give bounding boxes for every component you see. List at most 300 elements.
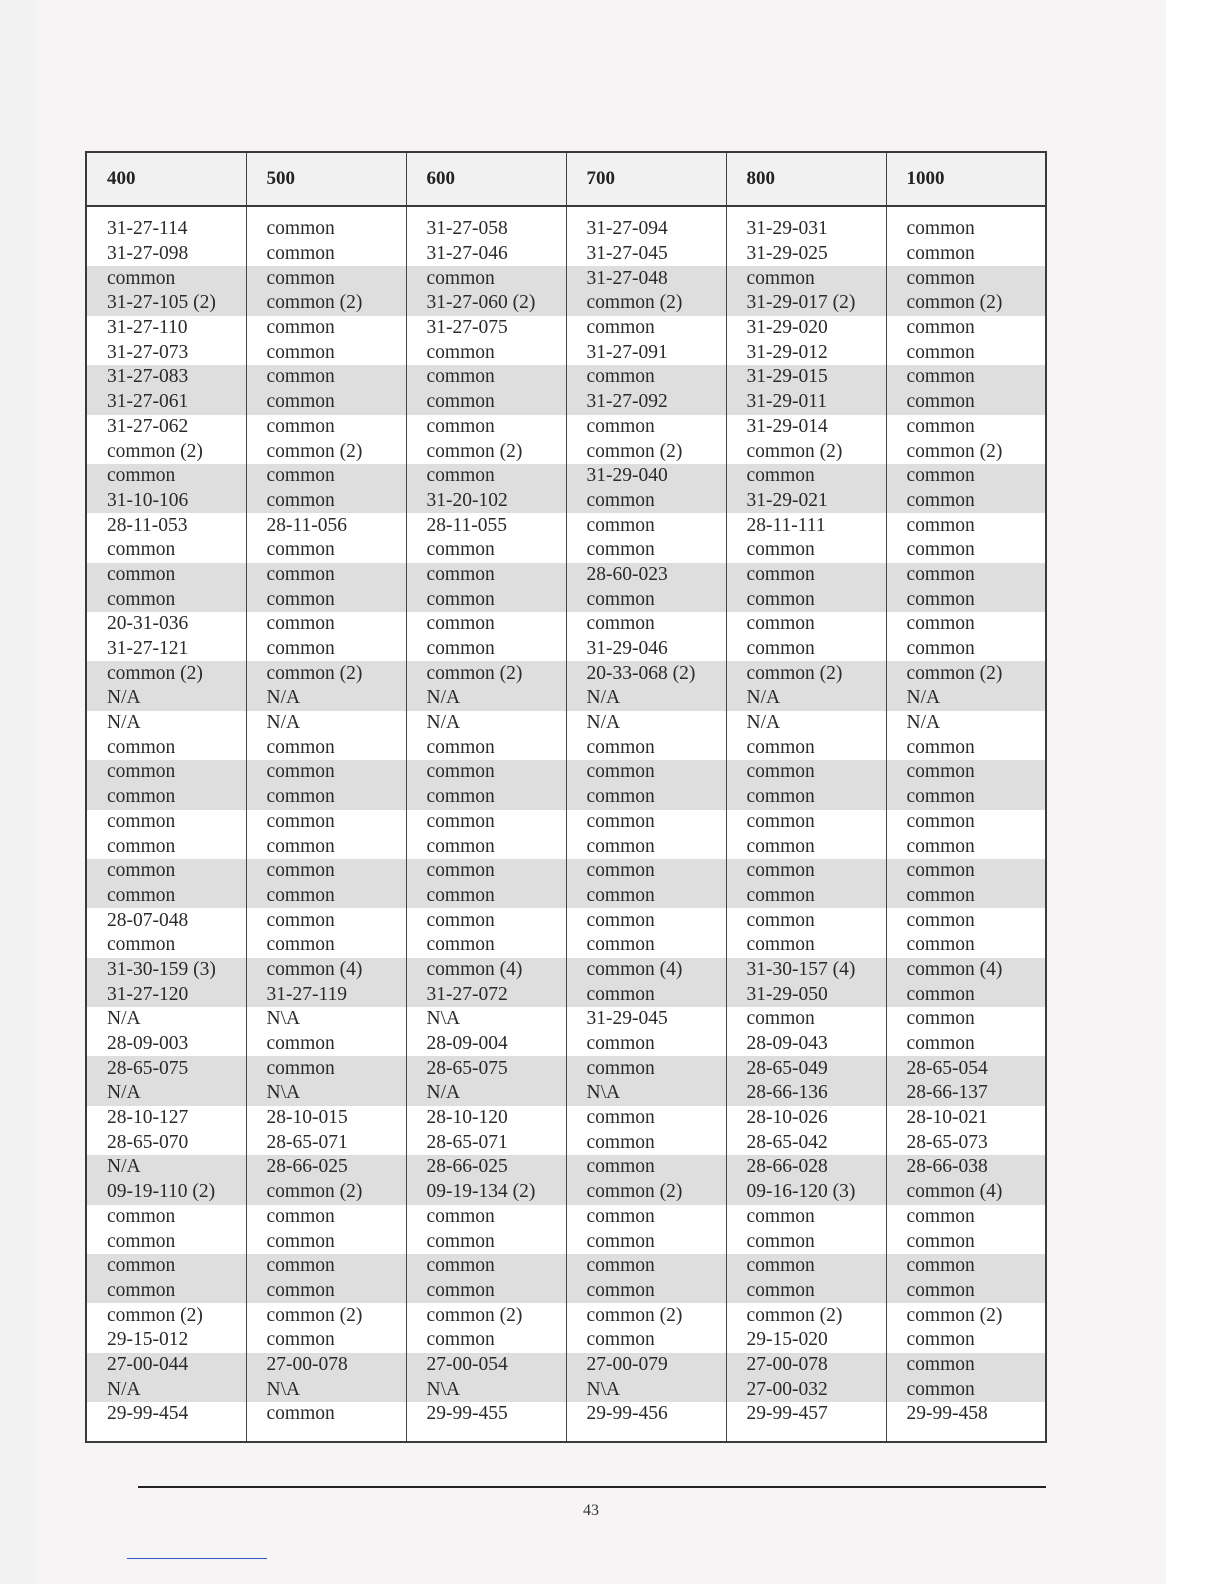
table-cell: common <box>886 834 1046 859</box>
table-cell: 31-27-058 <box>406 206 566 242</box>
table-cell: 31-10-106 <box>86 489 246 514</box>
table-cell: common (2) <box>246 1180 406 1205</box>
table-row <box>86 1130 1046 1155</box>
page-margin-left <box>0 0 36 1584</box>
table-cell: 31-27-098 <box>107 243 189 265</box>
table-cell: common <box>406 587 566 612</box>
table-cell: common <box>886 933 1046 958</box>
table-cell: N/A <box>726 711 886 736</box>
table-cell: common (2) <box>406 1303 566 1328</box>
table-cell: common (2) <box>566 291 726 316</box>
table-cell: 28-07-048 <box>107 909 189 931</box>
table-cell: common <box>246 1229 406 1254</box>
table-cell: common <box>406 266 566 291</box>
table-cell: common <box>246 242 406 267</box>
table-cell: common <box>406 1279 566 1304</box>
table-cell: common <box>86 587 246 612</box>
table-cell: common (2) <box>566 1180 726 1205</box>
table-cell: 31-29-014 <box>726 415 886 440</box>
table-cell: common <box>886 1254 1046 1279</box>
table-cell: N/A <box>246 711 406 736</box>
table-cell: common (2) <box>726 1303 886 1328</box>
table-cell: common <box>406 1229 566 1254</box>
table-cell: common <box>406 785 566 810</box>
table-cell: common <box>86 884 246 909</box>
table-row <box>86 1007 1046 1032</box>
table-cell: common <box>246 1254 406 1279</box>
table-cell: common <box>86 266 246 291</box>
table-cell: 29-99-458 <box>886 1402 1046 1442</box>
table-cell: 28-66-038 <box>886 1155 1046 1180</box>
table-cell: common <box>406 735 566 760</box>
table-row <box>86 365 1046 390</box>
table-cell: common <box>566 1155 726 1180</box>
table-cell: common <box>246 206 406 242</box>
table-cell: common <box>246 1279 406 1304</box>
table-cell: 31-27-062 <box>107 415 189 437</box>
table-cell: common <box>726 563 886 588</box>
table-cell: 31-27-121 <box>107 638 189 660</box>
table-cell: common <box>886 859 1046 884</box>
table-cell: common (2) <box>246 291 406 316</box>
table-header <box>86 152 1046 206</box>
table-cell: common (4) <box>566 958 726 983</box>
table-cell: common <box>246 810 406 835</box>
table-cell: N\A <box>246 1081 406 1106</box>
column-header-1000: 1000 <box>886 152 1046 206</box>
table-cell: common <box>246 834 406 859</box>
table-row <box>86 266 1046 291</box>
table-cell: common (2) <box>246 439 406 464</box>
table-cell: common <box>726 884 886 909</box>
table-cell: N/A <box>886 686 1046 711</box>
table-cell: N/A <box>886 711 1046 736</box>
table-row <box>86 785 1046 810</box>
table-cell: common <box>246 933 406 958</box>
table-cell: 28-10-127 <box>107 1107 189 1129</box>
table-cell: N\A <box>406 1007 566 1032</box>
table-cell: 31-27-092 <box>566 390 726 415</box>
table-cell: 27-00-044 <box>86 1353 246 1378</box>
table-cell: common <box>886 760 1046 785</box>
table-cell: common <box>566 785 726 810</box>
table-cell: common <box>566 760 726 785</box>
table-row <box>86 340 1046 365</box>
table-cell: common <box>566 587 726 612</box>
table-cell: common (2) <box>246 1303 406 1328</box>
table-cell: common <box>886 1032 1046 1057</box>
table-cell: 28-65-042 <box>726 1130 886 1155</box>
table-cell: common <box>886 340 1046 365</box>
table-row <box>86 563 1046 588</box>
table-cell: common (2) <box>566 439 726 464</box>
table-cell: 31-27-120 <box>86 982 246 1007</box>
page-margin-right <box>1166 0 1224 1584</box>
table-cell: 31-27-072 <box>406 982 566 1007</box>
table-cell: 31-27-114 <box>107 218 188 240</box>
table-cell: common <box>406 834 566 859</box>
table-cell: common <box>726 810 886 835</box>
parts-table <box>85 151 1047 1443</box>
table-cell: common <box>406 1205 566 1230</box>
table-cell: common <box>726 612 886 637</box>
table-cell: 28-65-073 <box>886 1130 1046 1155</box>
table-cell: common <box>406 760 566 785</box>
table-row <box>86 760 1046 785</box>
link-underline <box>127 1558 267 1559</box>
table-cell: common <box>566 316 726 341</box>
table-row <box>86 859 1046 884</box>
table-cell: 31-27-060 (2) <box>406 291 566 316</box>
table-cell: 09-19-110 (2) <box>86 1180 246 1205</box>
table-cell: common <box>406 612 566 637</box>
table-row <box>86 291 1046 316</box>
table-cell: common <box>886 1328 1046 1353</box>
table-cell: common <box>246 612 406 637</box>
table-cell: 28-11-056 <box>246 513 406 538</box>
table-cell: common (4) <box>406 958 566 983</box>
table-row <box>86 735 1046 760</box>
table-cell: common <box>726 760 886 785</box>
table-cell: common <box>406 884 566 909</box>
table-row <box>86 884 1046 909</box>
table-cell: 31-27-110 <box>107 317 188 339</box>
table-cell: 29-99-457 <box>726 1402 886 1442</box>
table-cell: common (2) <box>726 661 886 686</box>
table-cell: common (4) <box>886 958 1046 983</box>
table-cell: 28-66-028 <box>726 1155 886 1180</box>
table-cell: common <box>566 735 726 760</box>
table-cell: common <box>726 637 886 662</box>
table-row <box>86 1303 1046 1328</box>
table-cell: 31-29-017 (2) <box>726 291 886 316</box>
table-cell: common <box>86 1279 246 1304</box>
table-cell: common <box>726 834 886 859</box>
table-cell: 31-29-046 <box>566 637 726 662</box>
table-cell: 28-66-137 <box>886 1081 1046 1106</box>
table-cell: N/A <box>406 1081 566 1106</box>
table-cell: N\A <box>406 1377 566 1402</box>
table-cell: common <box>726 1229 886 1254</box>
table-row <box>86 1056 1046 1081</box>
table-cell: 31-27-119 <box>246 982 406 1007</box>
table-cell: 28-11-053 <box>107 514 188 536</box>
table-cell: common <box>566 415 726 440</box>
table-row <box>86 958 1046 983</box>
table-cell: common <box>886 1007 1046 1032</box>
table-cell: common <box>566 1130 726 1155</box>
table-cell: common <box>246 415 406 440</box>
table-cell: N\A <box>246 1377 406 1402</box>
table-cell: 28-65-071 <box>246 1130 406 1155</box>
table-row <box>86 1032 1046 1057</box>
table-cell: common <box>886 316 1046 341</box>
table-cell: 31-30-157 (4) <box>726 958 886 983</box>
table-row <box>86 513 1046 538</box>
table-cell: common <box>726 735 886 760</box>
table-cell: common <box>726 464 886 489</box>
column-header-400: 400 <box>86 152 246 206</box>
table-cell: common <box>886 785 1046 810</box>
table-cell: common <box>886 1279 1046 1304</box>
table-row <box>86 1155 1046 1180</box>
table-cell: common <box>107 1230 176 1252</box>
table-cell: common <box>566 834 726 859</box>
table-cell: common <box>246 1032 406 1057</box>
table-cell: 31-27-094 <box>566 206 726 242</box>
column-header-600: 600 <box>406 152 566 206</box>
table-cell: common <box>726 785 886 810</box>
table-cell: common (2) <box>886 291 1046 316</box>
table-cell: common <box>886 884 1046 909</box>
table-cell: common <box>406 464 566 489</box>
table-cell: 20-31-036 <box>107 613 189 635</box>
table-cell: common <box>246 735 406 760</box>
table-cell: common <box>246 587 406 612</box>
table-cell: common <box>566 1106 726 1131</box>
table-cell: common <box>246 489 406 514</box>
table-cell: 28-09-003 <box>107 1033 189 1055</box>
table-cell: common <box>86 1254 246 1279</box>
table-cell: common <box>886 390 1046 415</box>
table-cell: N/A <box>107 712 141 734</box>
table-cell: common (4) <box>886 1180 1046 1205</box>
table-cell: common <box>566 1205 726 1230</box>
table-cell: 31-29-045 <box>566 1007 726 1032</box>
table-cell: 28-10-120 <box>406 1106 566 1131</box>
table-cell: 31-27-091 <box>566 340 726 365</box>
table-cell: 31-29-011 <box>726 390 886 415</box>
table-cell: common <box>406 365 566 390</box>
table-cell: 28-10-021 <box>886 1106 1046 1131</box>
footer-rule <box>138 1486 1046 1488</box>
table-cell: common <box>726 587 886 612</box>
table-cell: 28-65-075 <box>406 1056 566 1081</box>
table-body <box>86 206 1046 1442</box>
table-cell: N\A <box>566 1377 726 1402</box>
table-cell: common <box>246 760 406 785</box>
table-cell: common <box>886 810 1046 835</box>
table-row <box>86 587 1046 612</box>
table-cell: 27-00-078 <box>246 1353 406 1378</box>
table-cell: 31-30-159 (3) <box>86 958 246 983</box>
table-row <box>86 1229 1046 1254</box>
table-cell: common <box>246 1328 406 1353</box>
table-row <box>86 464 1046 489</box>
table-cell: N/A <box>86 1377 246 1402</box>
table-row <box>86 1254 1046 1279</box>
table-cell: common (2) <box>107 1304 203 1326</box>
table-cell: 31-27-075 <box>406 316 566 341</box>
table-cell: common <box>406 908 566 933</box>
table-cell: N\A <box>566 1081 726 1106</box>
table-cell: 28-65-071 <box>406 1130 566 1155</box>
table-row <box>86 1180 1046 1205</box>
table-cell: common <box>726 1279 886 1304</box>
table-cell: common <box>246 637 406 662</box>
table-cell: 27-00-079 <box>566 1353 726 1378</box>
table-cell: common <box>86 859 246 884</box>
table-cell: common <box>246 1402 406 1442</box>
table-cell: 31-27-048 <box>566 266 726 291</box>
table-cell: common <box>246 1205 406 1230</box>
table-cell: N/A <box>566 711 726 736</box>
table-cell: 28-10-026 <box>726 1106 886 1131</box>
table-cell: common <box>406 637 566 662</box>
table-row <box>86 538 1046 563</box>
table-cell: common <box>886 365 1046 390</box>
table-cell: common <box>886 908 1046 933</box>
table-row <box>86 1081 1046 1106</box>
table-row <box>86 1377 1046 1402</box>
table-cell: common <box>86 760 246 785</box>
table-cell: common <box>886 637 1046 662</box>
table-cell: common (2) <box>246 661 406 686</box>
table-cell: common <box>107 539 176 561</box>
table-row <box>86 1353 1046 1378</box>
table-cell: common <box>566 1254 726 1279</box>
table-cell: 31-29-020 <box>726 316 886 341</box>
table-row <box>86 1279 1046 1304</box>
table-cell: common (2) <box>886 439 1046 464</box>
table-cell: common <box>406 538 566 563</box>
table-cell: common <box>246 266 406 291</box>
table-row <box>86 1328 1046 1353</box>
table-row <box>86 439 1046 464</box>
table-cell: 28-11-055 <box>406 513 566 538</box>
table-cell: 28-65-049 <box>726 1056 886 1081</box>
table-cell: N/A <box>406 711 566 736</box>
column-header-700: 700 <box>566 152 726 206</box>
table-row <box>86 612 1046 637</box>
column-header-500: 500 <box>246 152 406 206</box>
table-cell: common <box>246 1056 406 1081</box>
table-row <box>86 415 1046 440</box>
table-cell: common <box>246 859 406 884</box>
header-row <box>86 152 1046 206</box>
table-cell: common <box>886 464 1046 489</box>
table-cell: N/A <box>86 1081 246 1106</box>
table-row <box>86 637 1046 662</box>
table-row <box>86 1205 1046 1230</box>
table-cell: 31-29-050 <box>726 982 886 1007</box>
table-cell: 20-33-068 (2) <box>566 661 726 686</box>
table-cell: common <box>566 513 726 538</box>
table-cell: 31-29-031 <box>726 206 886 242</box>
table-cell: 31-29-025 <box>726 242 886 267</box>
table-cell: common <box>86 785 246 810</box>
table-cell: common <box>886 1229 1046 1254</box>
table-cell: common <box>566 538 726 563</box>
table-cell: common <box>726 908 886 933</box>
table-cell: common <box>406 563 566 588</box>
table-cell: common <box>886 513 1046 538</box>
table-cell: common <box>566 489 726 514</box>
table-cell: common <box>726 538 886 563</box>
table-cell: common <box>246 538 406 563</box>
table-cell: common <box>886 982 1046 1007</box>
table-row <box>86 908 1046 933</box>
table-cell: common <box>566 908 726 933</box>
table-cell: common <box>107 835 176 857</box>
table-cell: common <box>886 242 1046 267</box>
table-cell: common <box>566 1328 726 1353</box>
table-cell: common <box>107 736 176 758</box>
table-cell: common <box>726 1205 886 1230</box>
table-cell: 31-27-045 <box>566 242 726 267</box>
table-cell: N/A <box>406 686 566 711</box>
page-number: 43 <box>583 1502 599 1519</box>
table-cell: 28-09-004 <box>406 1032 566 1057</box>
table-cell: 31-29-040 <box>566 464 726 489</box>
table-cell: 31-27-105 (2) <box>86 291 246 316</box>
table-cell: common <box>566 933 726 958</box>
table-row <box>86 834 1046 859</box>
table-cell: common (2) <box>107 440 203 462</box>
table-cell: common <box>566 1056 726 1081</box>
table-cell: common (2) <box>566 1303 726 1328</box>
table-row <box>86 661 1046 686</box>
table-cell: 31-29-012 <box>726 340 886 365</box>
table-cell: common <box>726 859 886 884</box>
table-cell: common <box>566 859 726 884</box>
table-row <box>86 1402 1046 1442</box>
column-header-800: 800 <box>726 152 886 206</box>
table-cell: common <box>246 464 406 489</box>
table-cell: common <box>107 1205 176 1227</box>
table-cell: common <box>566 612 726 637</box>
table-row <box>86 489 1046 514</box>
table-cell: 28-65-054 <box>886 1056 1046 1081</box>
table-cell: 31-29-021 <box>726 489 886 514</box>
table-cell: common (2) <box>886 661 1046 686</box>
table-cell: common <box>566 365 726 390</box>
table-row <box>86 933 1046 958</box>
table-cell: common <box>406 933 566 958</box>
table-cell: common <box>726 1254 886 1279</box>
table-row <box>86 1106 1046 1131</box>
table-cell: common <box>246 908 406 933</box>
table-cell: common <box>406 390 566 415</box>
table-row <box>86 390 1046 415</box>
table-cell: common <box>886 1205 1046 1230</box>
table-cell: 29-99-454 <box>107 1403 189 1425</box>
table-cell: common <box>886 266 1046 291</box>
table-cell: common <box>886 1353 1046 1378</box>
table-cell: common <box>566 1279 726 1304</box>
table-cell: 31-20-102 <box>406 489 566 514</box>
table-cell: common <box>246 340 406 365</box>
table-cell: N\A <box>246 1007 406 1032</box>
table-cell: 28-66-136 <box>726 1081 886 1106</box>
table-cell: common <box>566 982 726 1007</box>
table-cell: common (2) <box>86 661 246 686</box>
table-cell: common <box>726 933 886 958</box>
table-cell: N/A <box>726 686 886 711</box>
table-cell: common <box>406 415 566 440</box>
table-cell: 31-27-061 <box>86 390 246 415</box>
table-cell: common <box>406 1328 566 1353</box>
table-cell: common <box>246 390 406 415</box>
table-row <box>86 242 1046 267</box>
table-cell: common (2) <box>406 439 566 464</box>
table-cell: common <box>406 1254 566 1279</box>
table-cell: N/A <box>86 686 246 711</box>
table-cell: common <box>246 785 406 810</box>
table-cell: 31-27-073 <box>107 341 189 363</box>
table-cell: 31-29-015 <box>726 365 886 390</box>
table-cell: common <box>886 415 1046 440</box>
